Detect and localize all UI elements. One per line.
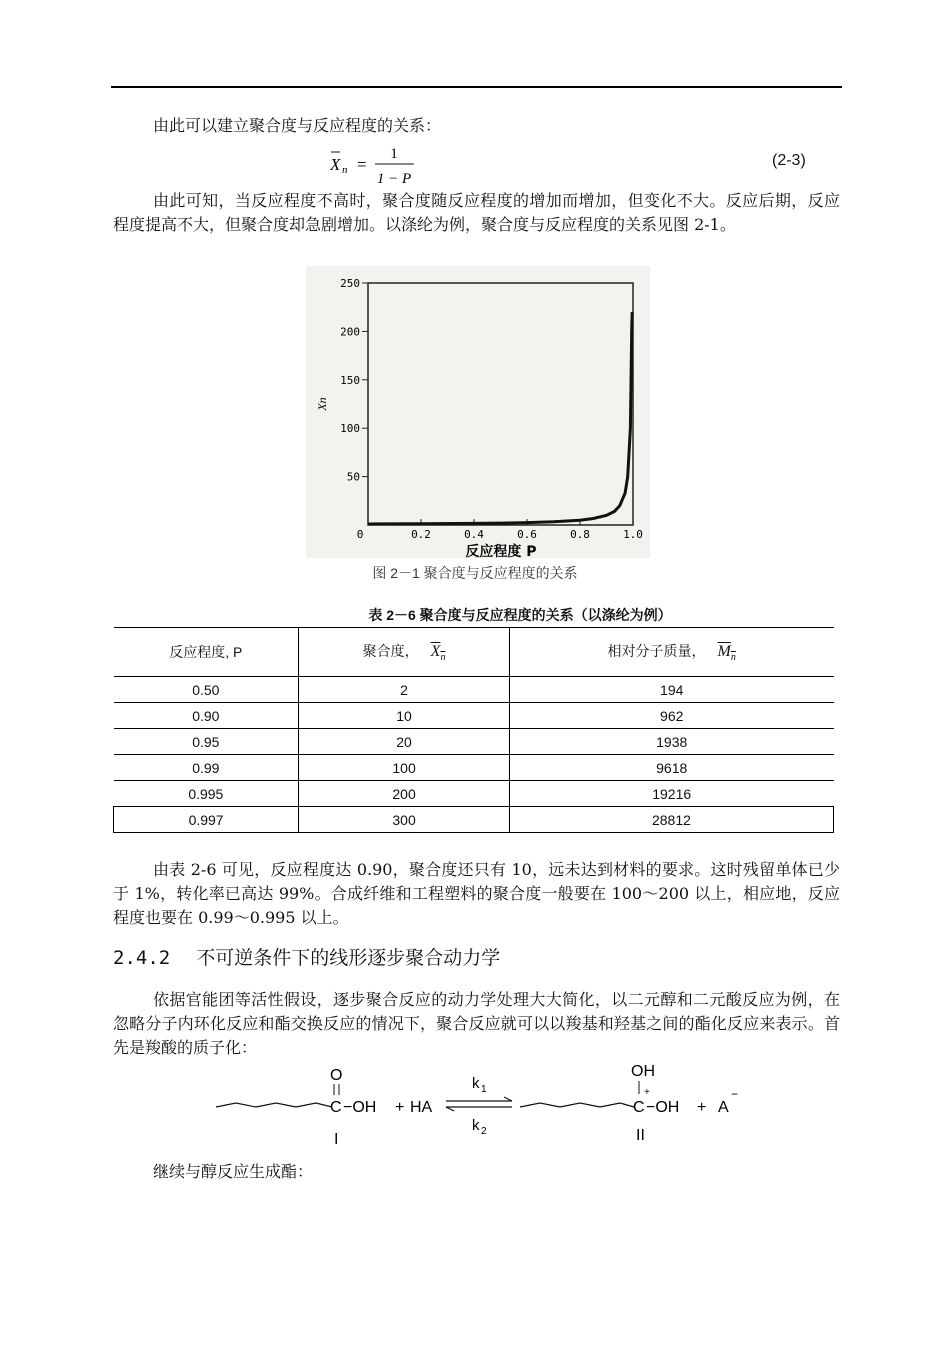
chart-svg xyxy=(306,266,650,558)
series-line xyxy=(368,312,632,524)
compound-label-2: II xyxy=(636,1127,645,1144)
data-table xyxy=(113,627,834,833)
x-tick-label-3: 0.6 xyxy=(517,528,537,541)
table-cell-1-0: 0.90 xyxy=(114,703,299,729)
table-cell-4-2: 19216 xyxy=(509,781,833,807)
table-header-cell-2: 相对分子质量， $M_n$ xyxy=(509,628,833,677)
table-cell-5-2: 28812 xyxy=(509,807,833,833)
alkyl-chain-1 xyxy=(216,1103,332,1107)
table-cell-4-0: 0.995 xyxy=(114,781,299,807)
table-header-symbol-1: $X_n$ xyxy=(430,642,446,664)
paragraph-5: 继续与醇反应生成酯： xyxy=(153,1162,314,1181)
x-tick-label-4: 0.8 xyxy=(570,528,590,541)
table-caption: 表 2－6 聚合度与反应程度的关系（以涤纶为例） xyxy=(368,607,672,623)
equation-2-3 xyxy=(330,140,430,188)
rate-k2: k xyxy=(472,1117,480,1134)
carbonyl-o: O xyxy=(330,1067,343,1084)
table-cell-2-2: 1938 xyxy=(509,729,833,755)
rate-k1: k xyxy=(472,1075,480,1092)
table-cell-5-0: 0.997 xyxy=(114,807,299,833)
y-tick-label-2: 100 xyxy=(340,422,360,436)
plot-frame xyxy=(368,283,633,525)
section-number: 2.4.2 xyxy=(113,947,171,969)
x-axis-label: 反应程度 P xyxy=(465,544,537,558)
header-rule xyxy=(111,86,842,88)
hydroxyl-1: −OH xyxy=(343,1099,377,1116)
y-tick-label-4: 200 xyxy=(340,325,360,339)
table-cell-0-2: 194 xyxy=(509,677,833,703)
table-cell-3-0: 0.99 xyxy=(114,755,299,781)
y-axis-label: Xn xyxy=(315,397,329,411)
eq-lhs: X xyxy=(330,155,341,174)
table-cell-5-1: 300 xyxy=(299,807,510,833)
x-tick-label-2: 0.4 xyxy=(464,528,484,541)
table-cell-1-2: 962 xyxy=(509,703,833,729)
carbon-1: C xyxy=(330,1099,342,1116)
x-tick-label-0: 0 xyxy=(356,528,364,541)
table-header-cell-0: 反应程度, P xyxy=(114,628,299,677)
table-row xyxy=(114,677,834,703)
table-cell-3-1: 100 xyxy=(299,755,510,781)
alkyl-chain-2 xyxy=(520,1103,634,1107)
acid-ha: HA xyxy=(410,1099,433,1116)
rate-k2-sub: 2 xyxy=(481,1126,487,1137)
equation-number: (2-3) xyxy=(772,152,806,169)
paragraph-1: 由此可以建立聚合度与反应程度的关系： xyxy=(153,116,442,135)
table-cell-1-1: 10 xyxy=(299,703,510,729)
paragraph-4: 依据官能团等活性假设，逐步聚合反应的动力学处理大大简化，以二元醇和二元酸反应为例，在忽略分子内环化反应和酯交换反应的情况下，聚合反应就可以以羧基和羟基之间的酯化反应来表示。首先是羧酸的质子化： xyxy=(113,990,840,1057)
table-cell-3-2: 9618 xyxy=(509,755,833,781)
compound-label-1: I xyxy=(334,1131,339,1148)
section-heading xyxy=(113,943,500,970)
eq-sub: n xyxy=(342,164,348,176)
eq-equals: = xyxy=(357,155,367,174)
rate-k1-sub: 1 xyxy=(481,1084,487,1095)
cation-charge: + xyxy=(644,1087,650,1098)
x-tick-label-1: 0.2 xyxy=(411,528,431,541)
hydroxyl-top: OH xyxy=(631,1063,655,1080)
table-cell-2-1: 20 xyxy=(299,729,510,755)
y-tick-label-3: 150 xyxy=(340,373,360,387)
carbon-2: C xyxy=(633,1099,645,1116)
table-row xyxy=(114,781,834,807)
figure-caption: 图 2－1 聚合度与反应程度的关系 xyxy=(372,565,578,581)
paragraph-2: 由此可知，当反应程度不高时，聚合度随反应程度的增加而增加，但变化不大。反应后期，反应程度提高不大，但聚合度却急剧增加。以涤纶为例，聚合度与反应程度的关系见图 2-1。 xyxy=(113,191,840,234)
anion-a: A xyxy=(718,1099,729,1116)
table-row xyxy=(114,703,834,729)
y-tick-label-1: 50 xyxy=(346,470,360,484)
reaction-scheme xyxy=(210,1060,750,1150)
y-tick-label-5: 250 xyxy=(340,277,360,290)
plus-1: + xyxy=(395,1099,405,1116)
table-cell-2-0: 0.95 xyxy=(114,729,299,755)
x-tick-label-5: 1.0 xyxy=(623,528,643,541)
table-cell-0-1: 2 xyxy=(299,677,510,703)
eq-numerator: 1 xyxy=(390,146,398,162)
section-title: 不可逆条件下的线形逐步聚合动力学 xyxy=(196,947,501,969)
table-row xyxy=(114,807,834,833)
table-row xyxy=(114,755,834,781)
table-header-cell-1: 聚合度， $X_n$ xyxy=(299,628,510,677)
table-cell-0-0: 0.50 xyxy=(114,677,299,703)
figure-2-1 xyxy=(306,266,650,558)
table-header-symbol-2: $M_n$ xyxy=(717,642,736,664)
paragraph-3: 由表 2-6 可见，反应程度达 0.90，聚合度还只有 10，远未达到材料的要求。这时残留单体已少于 1%，转化率已高达 99%。合成纤维和工程塑料的聚合度一般要在 100～200 以上，相应地，反应程度也要在 0.99～0.995 以上。 xyxy=(113,860,840,927)
table-header-row xyxy=(114,628,834,677)
table-row xyxy=(114,729,834,755)
hydroxyl-2: −OH xyxy=(646,1099,680,1116)
plus-2: + xyxy=(697,1099,707,1116)
table-cell-4-1: 200 xyxy=(299,781,510,807)
eq-denominator: 1 − P xyxy=(376,171,412,187)
anion-charge: − xyxy=(731,1087,739,1101)
